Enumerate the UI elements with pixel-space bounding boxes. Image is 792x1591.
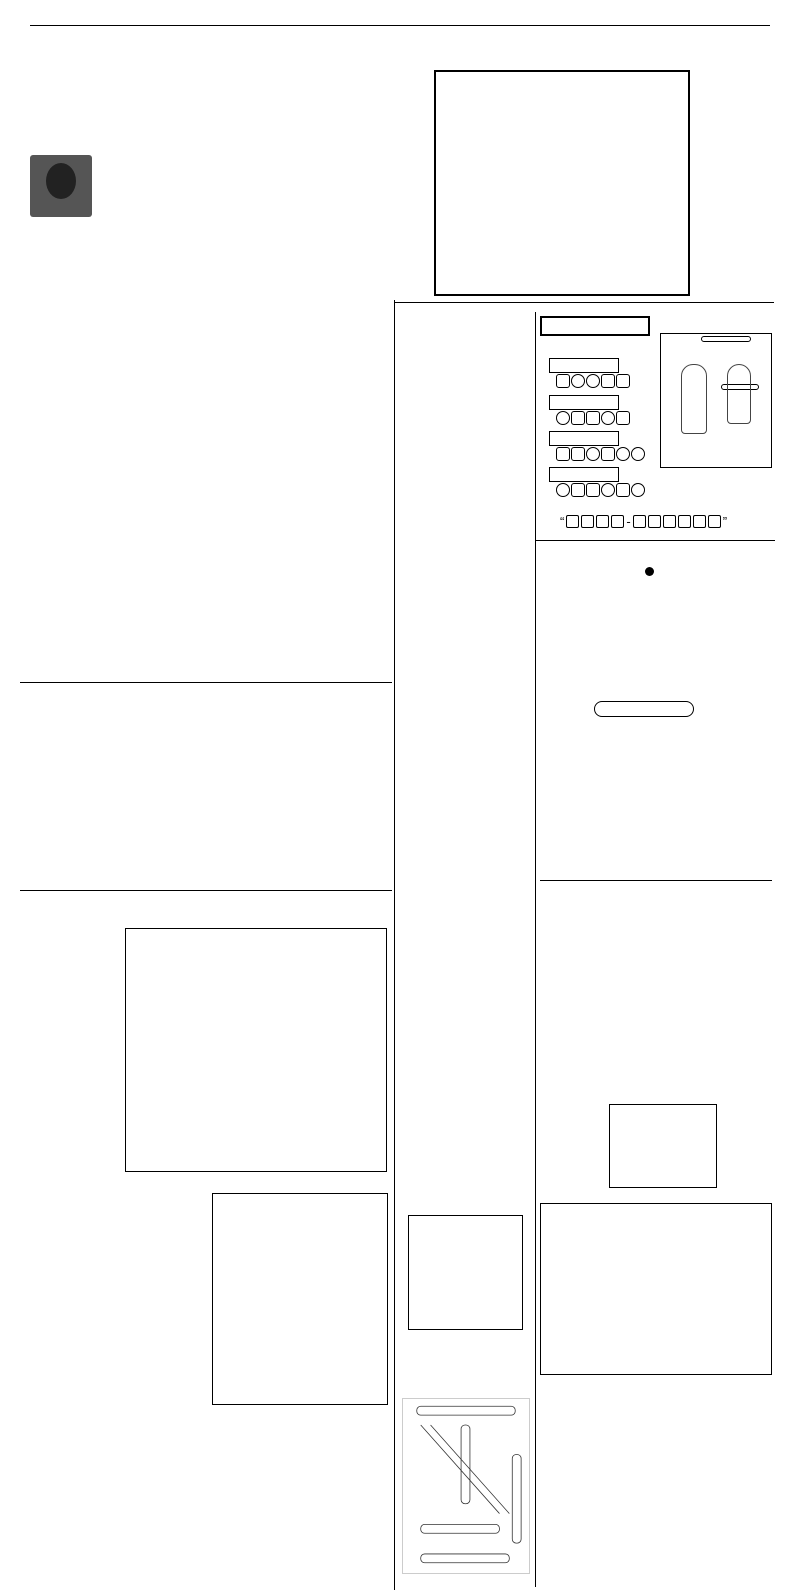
jumble-cartoon xyxy=(660,333,772,468)
columnist-photo xyxy=(30,155,92,217)
divider xyxy=(535,540,775,541)
divider xyxy=(394,300,395,1590)
divider xyxy=(394,302,774,303)
cartoon-figure xyxy=(681,364,707,434)
word-sleuth-instructions xyxy=(540,867,772,875)
bullet-icon xyxy=(645,567,654,576)
jumble-word xyxy=(549,467,619,482)
jumble-answer-boxes[interactable] xyxy=(556,411,630,425)
found-word-circle xyxy=(594,701,694,717)
columnist-byline xyxy=(30,152,100,217)
jumble-subtitle xyxy=(666,320,776,328)
sudoku-solution-grid xyxy=(408,1215,523,1330)
divider xyxy=(20,682,392,683)
sudoku-grid[interactable] xyxy=(434,70,690,296)
jumble-logo xyxy=(540,316,650,336)
jumble-answer-boxes[interactable] xyxy=(556,483,645,497)
divider xyxy=(20,890,392,891)
jumble-answer-boxes[interactable] xyxy=(556,374,630,388)
jumble-word xyxy=(549,358,619,373)
commuter-crossword-grid[interactable] xyxy=(125,928,387,1172)
sheffer-crossword-grid[interactable] xyxy=(540,1203,772,1375)
page-header xyxy=(30,8,770,26)
divider xyxy=(535,312,536,1587)
commuter-clues-col1 xyxy=(30,928,122,1588)
jumble-answer-boxes[interactable] xyxy=(556,447,645,461)
advice-column-left xyxy=(30,100,228,680)
cartoon-figure xyxy=(727,364,751,424)
jumble-surprise-answer[interactable]: “ - ” xyxy=(560,514,728,529)
jumble-word xyxy=(549,431,619,446)
horoscope-body xyxy=(398,345,532,865)
sheffer-title xyxy=(540,880,772,885)
sheffer-solution-grid xyxy=(609,1104,717,1188)
commuter-solution-grid xyxy=(212,1193,388,1405)
speech-bubble xyxy=(701,336,751,342)
jumble-word xyxy=(549,395,619,410)
sleuth-solution-grid xyxy=(402,1398,530,1574)
